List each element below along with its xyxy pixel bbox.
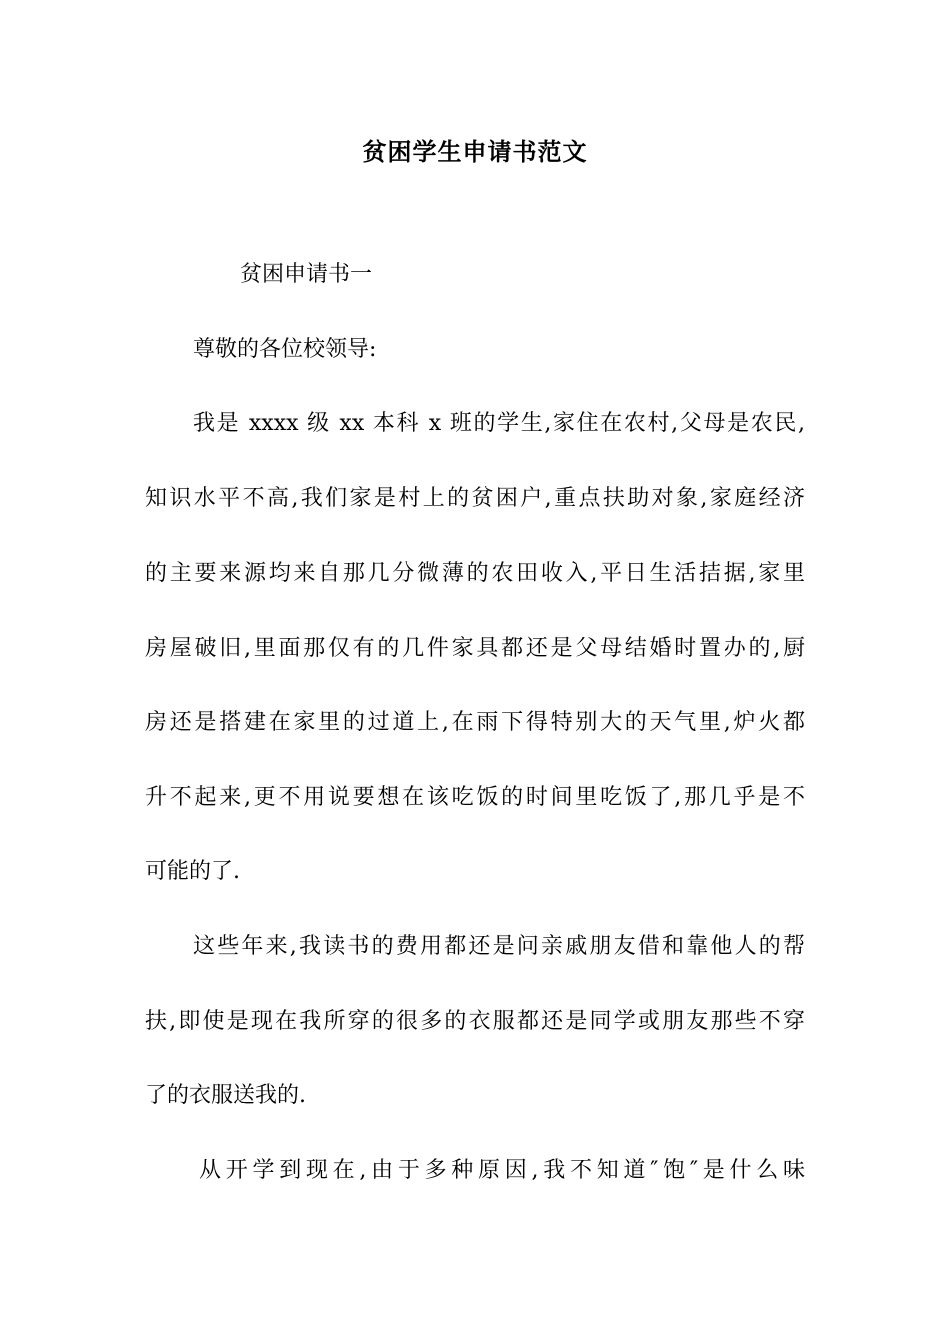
paragraph-line: 房还是搭建在家里的过道上,在雨下得特别大的天气里,炉火都 <box>145 710 805 735</box>
paragraph-line: 可能的了. <box>145 859 240 884</box>
paragraph-line: 扶,即使是现在我所穿的很多的衣服都还是同学或朋友那些不穿 <box>145 1009 805 1034</box>
paragraph-line: 的主要来源均来自那几分微薄的农田收入,平日生活拮据,家里 <box>145 561 805 586</box>
salutation: 尊敬的各位校领导: <box>193 337 377 362</box>
paragraph-line: 我是 xxxx 级 xx 本科 x 班的学生,家住在农村,父母是农民, <box>193 411 805 436</box>
document-title: 贫困学生申请书范文 <box>362 137 588 166</box>
paragraph-line: 房屋破旧,里面那仅有的几件家具都还是父母结婚时置办的,厨 <box>145 636 805 661</box>
paragraph-line: 这些年来,我读书的费用都还是问亲戚朋友借和靠他人的帮 <box>193 934 805 959</box>
section-heading: 贫困申请书一 <box>240 262 373 287</box>
paragraph-line: 升不起来,更不用说要想在该吃饭的时间里吃饭了,那几乎是不 <box>145 785 805 810</box>
paragraph-line: 从开学到现在,由于多种原因,我不知道″饱″是什么味 <box>199 1158 805 1183</box>
paragraph-line: 知识水平不高,我们家是村上的贫困户,重点扶助对象,家庭经济 <box>145 486 805 511</box>
paragraph-line: 了的衣服送我的. <box>145 1083 306 1108</box>
